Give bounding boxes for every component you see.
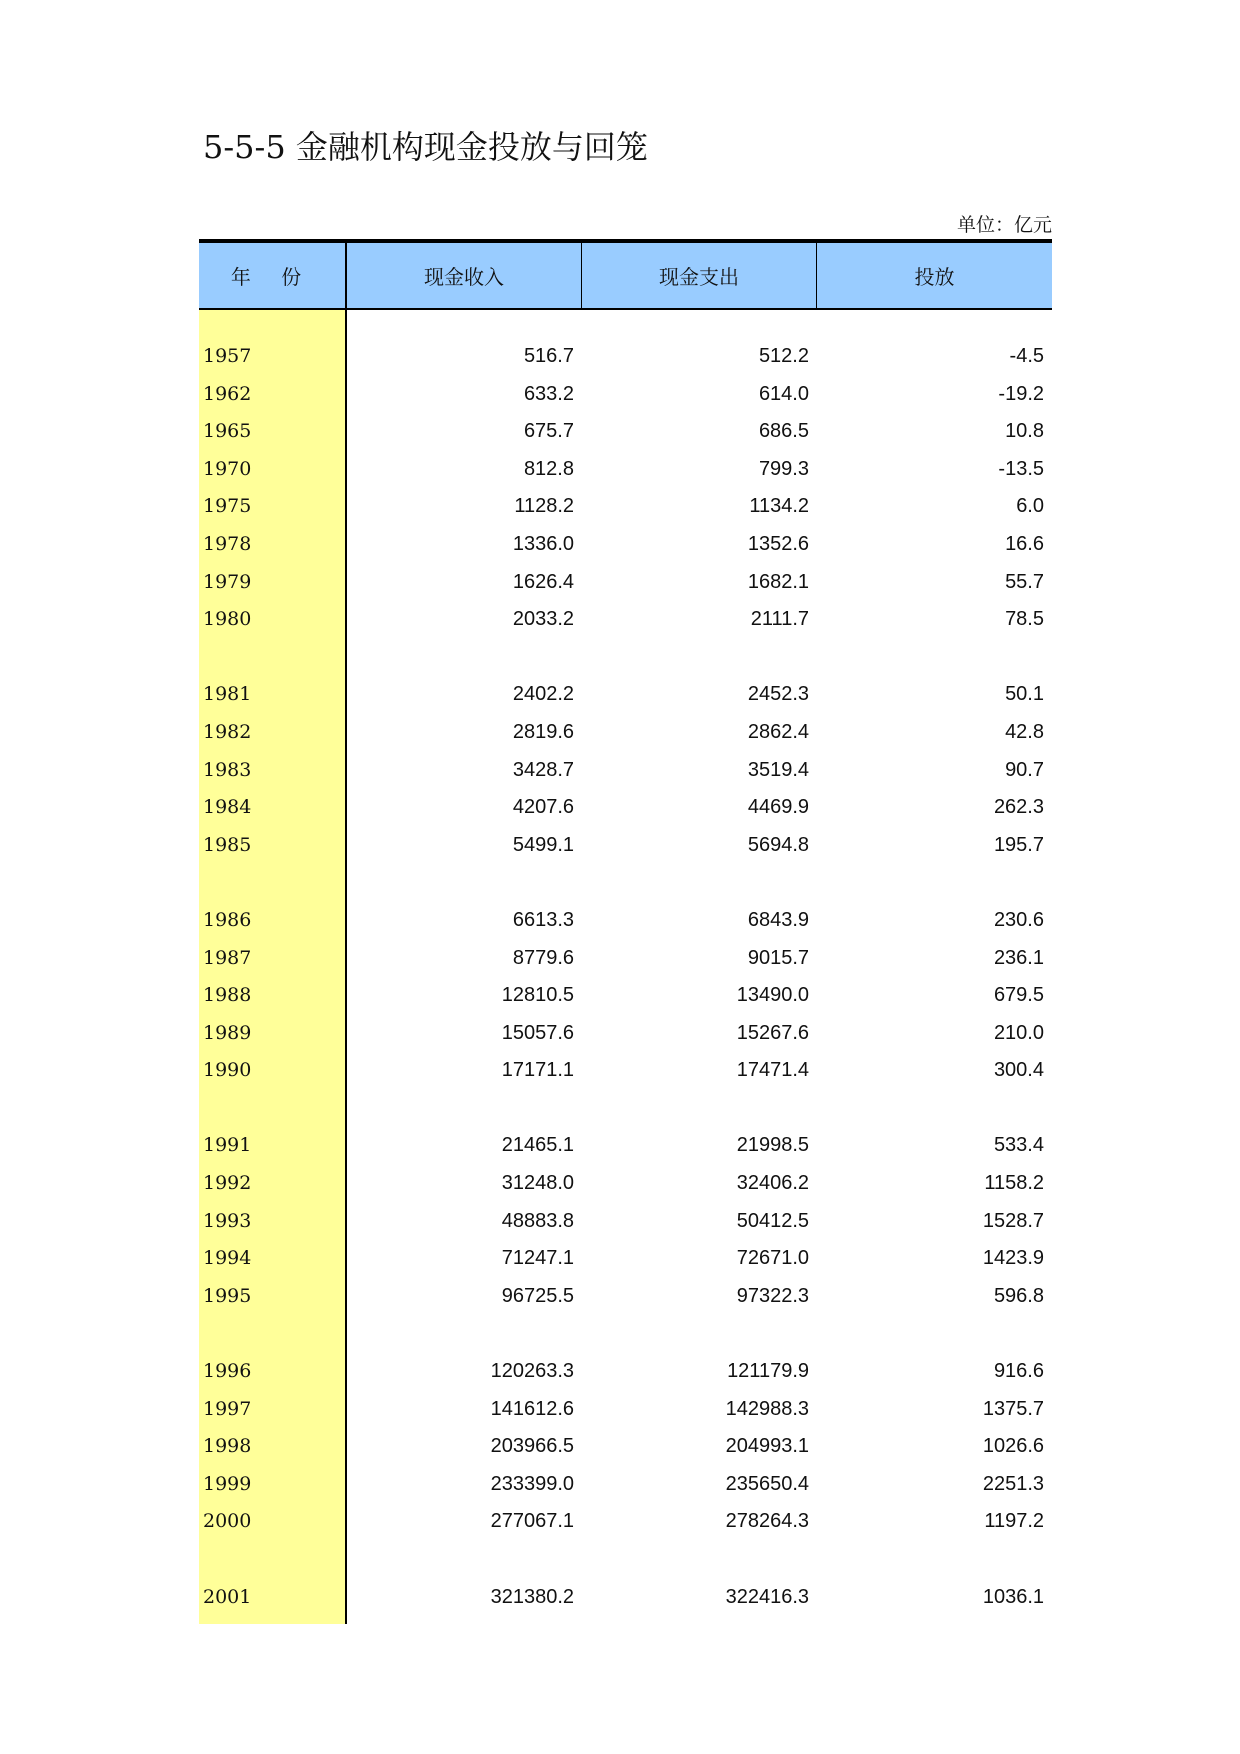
cash-income-cell: 71247.1 [501, 1247, 574, 1270]
year-cell: 1962 [203, 382, 252, 405]
net-issue-cell: 1197.2 [984, 1510, 1044, 1533]
net-issue-cell: 262.3 [993, 796, 1044, 819]
year-cell: 1957 [203, 345, 252, 367]
table-row [199, 1353, 1052, 1391]
year-cell: 1978 [203, 532, 252, 555]
net-issue-cell: -13.5 [998, 457, 1044, 480]
cash-income-cell: 48883.8 [501, 1209, 574, 1232]
cash-income-cell: 141612.6 [490, 1397, 574, 1420]
table-row [199, 1052, 1052, 1090]
cash-expense-cell: 9015.7 [747, 946, 809, 969]
spacer-row [199, 639, 1052, 677]
cash-expense-cell: 21998.5 [736, 1134, 809, 1157]
table-row [199, 413, 1052, 451]
cash-income-cell: 233399.0 [490, 1472, 574, 1495]
header-cash-income: 现金收入 [345, 243, 581, 308]
table-row [199, 488, 1052, 526]
net-issue-cell: 2251.3 [982, 1472, 1044, 1495]
table-row [199, 1278, 1052, 1316]
cash-expense-cell: 614.0 [758, 382, 809, 405]
table-row [199, 376, 1052, 414]
cash-expense-cell: 97322.3 [736, 1284, 809, 1307]
year-cell: 1987 [203, 946, 252, 969]
cash-income-cell: 21465.1 [501, 1134, 574, 1157]
year-cell: 1992 [203, 1172, 252, 1195]
table-row [199, 1579, 1052, 1617]
cash-expense-cell: 5694.8 [747, 833, 809, 856]
cash-income-cell: 6613.3 [512, 908, 574, 931]
cash-income-cell: 120263.3 [490, 1360, 574, 1383]
net-issue-cell: -19.2 [998, 382, 1044, 405]
year-cell: 1998 [203, 1435, 252, 1458]
table-row [199, 564, 1052, 602]
year-cell: 1989 [203, 1021, 252, 1044]
net-issue-cell: -4.5 [1009, 345, 1044, 367]
table-row [199, 1240, 1052, 1278]
spacer-row [199, 1090, 1052, 1128]
cash-income-cell: 1128.2 [514, 495, 574, 518]
cash-expense-cell: 1682.1 [747, 570, 809, 593]
cash-income-cell: 2819.6 [512, 720, 574, 743]
table-row [199, 338, 1052, 376]
net-issue-cell: 1036.1 [982, 1585, 1044, 1608]
header-net-issue: 投放 [816, 243, 1052, 308]
cash-expense-cell: 50412.5 [736, 1209, 809, 1232]
net-issue-cell: 596.8 [993, 1284, 1044, 1307]
net-issue-cell: 78.5 [1005, 608, 1044, 631]
spacer-row [199, 864, 1052, 902]
net-issue-cell: 50.1 [1005, 683, 1044, 706]
net-issue-cell: 1158.2 [984, 1172, 1044, 1195]
cash-income-cell: 2033.2 [512, 608, 574, 631]
cash-income-cell: 516.7 [523, 345, 574, 367]
net-issue-cell: 210.0 [993, 1021, 1044, 1044]
cash-income-cell: 5499.1 [512, 833, 574, 856]
cash-income-cell: 277067.1 [490, 1510, 574, 1533]
table-row [199, 1503, 1052, 1541]
cash-income-cell: 15057.6 [501, 1021, 574, 1044]
cash-income-cell: 12810.5 [501, 984, 574, 1007]
year-cell: 2000 [203, 1510, 252, 1533]
year-cell: 1997 [203, 1397, 252, 1420]
cash-income-cell: 1626.4 [512, 570, 574, 593]
cash-expense-cell: 278264.3 [725, 1510, 809, 1533]
cash-income-cell: 8779.6 [512, 946, 574, 969]
table-row [199, 1015, 1052, 1053]
year-cell: 1996 [203, 1360, 252, 1383]
cash-expense-cell: 13490.0 [736, 984, 809, 1007]
net-issue-cell: 1423.9 [982, 1247, 1044, 1270]
table-row [199, 1428, 1052, 1466]
year-cell: 1970 [203, 457, 252, 480]
cash-expense-cell: 72671.0 [736, 1247, 809, 1270]
net-issue-cell: 1026.6 [982, 1435, 1044, 1458]
table-header [199, 243, 1052, 310]
net-issue-cell: 916.6 [993, 1360, 1044, 1383]
cash-income-cell: 633.2 [523, 382, 574, 405]
net-issue-cell: 10.8 [1005, 420, 1044, 443]
table-row [199, 827, 1052, 865]
table-row [199, 451, 1052, 489]
year-cell: 1985 [203, 833, 252, 856]
year-cell: 1981 [203, 683, 252, 706]
cash-income-cell: 4207.6 [512, 796, 574, 819]
net-issue-cell: 679.5 [993, 984, 1044, 1007]
cash-expense-cell: 235650.4 [725, 1472, 809, 1495]
cash-expense-cell: 799.3 [758, 457, 809, 480]
spacer-row [199, 1541, 1052, 1579]
year-cell: 1994 [203, 1247, 252, 1270]
cash-income-cell: 812.8 [523, 457, 574, 480]
net-issue-cell: 90.7 [1005, 758, 1044, 781]
table-row [199, 789, 1052, 827]
year-cell: 1988 [203, 984, 252, 1007]
year-cell: 1990 [203, 1059, 252, 1082]
cash-expense-cell: 17471.4 [736, 1059, 809, 1082]
table-row [199, 977, 1052, 1015]
cash-expense-cell: 142988.3 [725, 1397, 809, 1420]
cash-expense-cell: 512.2 [758, 345, 809, 367]
cash-expense-cell: 2111.7 [750, 608, 809, 631]
table-row [199, 1127, 1052, 1165]
table-row [199, 1203, 1052, 1241]
year-cell: 2001 [203, 1585, 252, 1608]
cash-expense-cell: 2452.3 [747, 683, 809, 706]
net-issue-cell: 55.7 [1005, 570, 1044, 593]
table-body [199, 338, 1052, 1616]
year-cell: 1986 [203, 908, 252, 931]
header-cash-expense: 现金支出 [581, 243, 816, 308]
table-row [199, 902, 1052, 940]
cash-expense-cell: 15267.6 [736, 1021, 809, 1044]
year-cell: 1982 [203, 720, 252, 743]
net-issue-cell: 1375.7 [982, 1397, 1044, 1420]
cash-income-cell: 96725.5 [501, 1284, 574, 1307]
cash-income-cell: 17171.1 [501, 1059, 574, 1082]
year-cell: 1995 [203, 1284, 252, 1307]
net-issue-cell: 1528.7 [982, 1209, 1044, 1232]
year-cell: 1983 [203, 758, 252, 781]
page-title: 5-5-5 金融机构现金投放与回笼 [203, 128, 648, 166]
net-issue-cell: 195.7 [993, 833, 1044, 856]
net-issue-cell: 42.8 [1005, 720, 1044, 743]
cash-expense-cell: 322416.3 [725, 1585, 809, 1608]
table-row [199, 526, 1052, 564]
net-issue-cell: 230.6 [993, 908, 1044, 931]
cash-expense-cell: 3519.4 [747, 758, 809, 781]
table-row [199, 714, 1052, 752]
year-cell: 1965 [203, 420, 252, 443]
year-cell: 1991 [203, 1134, 252, 1157]
cash-income-cell: 321380.2 [490, 1585, 574, 1608]
year-cell: 1975 [203, 495, 252, 518]
year-cell: 1984 [203, 796, 252, 819]
table-row [199, 676, 1052, 714]
cash-expense-cell: 686.5 [758, 420, 809, 443]
cash-expense-cell: 204993.1 [725, 1435, 809, 1458]
net-issue-cell: 16.6 [1005, 532, 1044, 555]
year-cell: 1980 [203, 608, 252, 631]
table-row [199, 1466, 1052, 1504]
cash-income-cell: 203966.5 [490, 1435, 574, 1458]
table-row [199, 1391, 1052, 1429]
net-issue-cell: 6.0 [1016, 495, 1044, 518]
cash-expense-cell: 32406.2 [736, 1172, 809, 1195]
year-cell: 1999 [203, 1472, 252, 1495]
cash-expense-cell: 6843.9 [747, 908, 809, 931]
cash-income-cell: 3428.7 [512, 758, 574, 781]
cash-expense-cell: 1352.6 [747, 532, 809, 555]
year-cell: 1979 [203, 570, 252, 593]
year-cell: 1993 [203, 1209, 252, 1232]
table-row [199, 940, 1052, 978]
unit-label: 单位：亿元 [956, 214, 1052, 236]
cash-expense-cell: 1134.2 [749, 495, 809, 518]
net-issue-cell: 236.1 [993, 946, 1044, 969]
table-row [199, 752, 1052, 790]
cash-income-cell: 31248.0 [501, 1172, 574, 1195]
cash-income-cell: 1336.0 [512, 532, 574, 555]
cash-expense-cell: 4469.9 [747, 796, 809, 819]
net-issue-cell: 300.4 [993, 1059, 1044, 1082]
table-row [199, 1165, 1052, 1203]
cash-expense-cell: 121179.9 [727, 1360, 809, 1383]
cash-income-cell: 2402.2 [512, 683, 574, 706]
header-year: 年 份 [230, 265, 314, 289]
cash-expense-cell: 2862.4 [747, 720, 809, 743]
cash-income-cell: 675.7 [523, 420, 574, 443]
spacer-row [199, 1315, 1052, 1353]
table-row [199, 601, 1052, 639]
net-issue-cell: 533.4 [993, 1134, 1044, 1157]
